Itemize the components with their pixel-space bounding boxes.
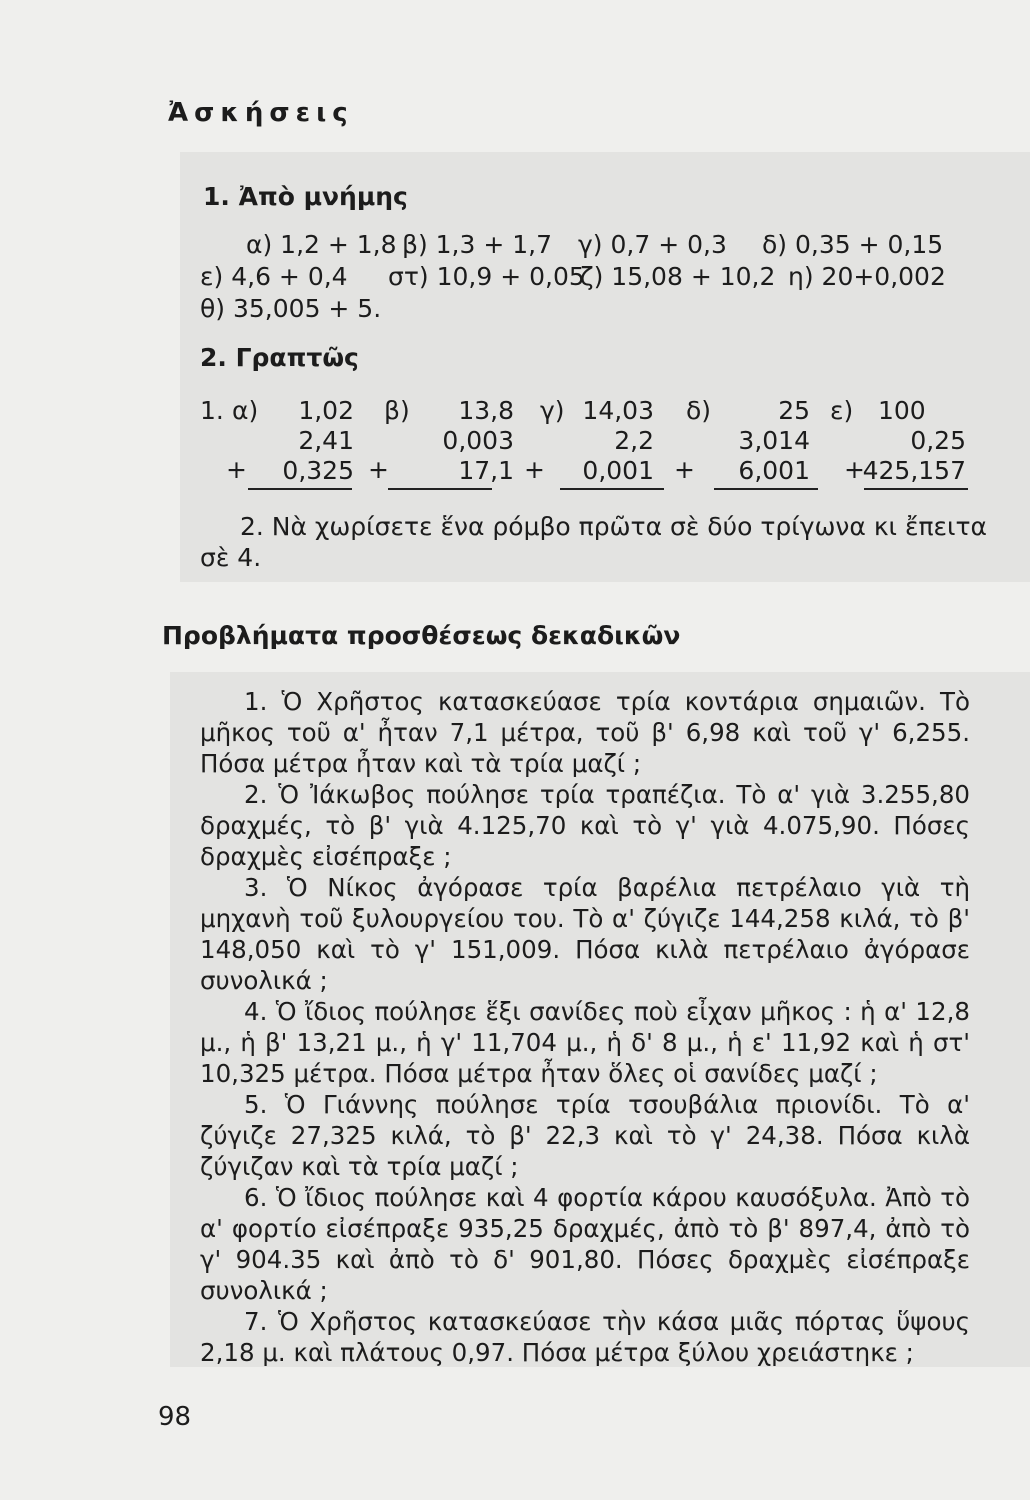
problems-heading: Προβλήματα προσθέσεως δεκαδικῶν [162,621,681,650]
plus-sign: + [844,455,865,484]
plus-sign: + [226,455,247,484]
page-number: 98 [158,1402,192,1432]
exercise-text: 2. Νὰ χωρίσετε ἕνα ρόμβο πρῶτα σὲ δύο τρίγωνα κι ἔπειτα [240,512,988,541]
addition-column [710,396,810,486]
addend: 3,014 [738,426,810,455]
problem-item: 5. Ὁ Γιάννης πούλησε τρία τσουβάλια πριονίδι. Τὸ α' ζύγιζε 27,325 κιλά, τὸ β' 22,3 καὶ τὸ γ' 24,38. Πόσα κιλὰ ζύγιζαν καὶ τὰ τρία μαζί ; [200,1090,970,1181]
problem-item: 4. Ὁ ἴδιος πούλησε ἕξι σανίδες ποὺ εἶχαν μῆκος : ἡ α' 12,8 μ., ἡ β' 13,21 μ., ἡ γ' 11,704 μ., ἡ δ' 8 μ., ἡ ε' 11,92 καὶ ἡ στ' 10,325 μέτρα. Πόσα μέτρα ἦταν ὅλες οἱ σανίδες μαζί ; [200,997,970,1088]
addend: 13,8 [458,396,514,425]
addend: 1,02 [298,396,354,425]
exercise-item: η) 20+0,002 [788,262,946,291]
addend: 14,03 [582,396,654,425]
column-letter: ε) [830,396,854,425]
column-letter: β) [384,396,410,425]
addend: 2,41 [298,426,354,455]
exercise-number: 1. [200,396,224,425]
addend: 0,325 [282,456,354,485]
problem-item: 1. Ὁ Χρῆστος κατασκεύασε τρία κοντάρια σημαιῶν. Τὸ μῆκος τοῦ α' ἦταν 7,1 μέτρα, τοῦ β' 6,98 καὶ τοῦ γ' 6,255. Πόσα μέτρα ἦταν καὶ τὰ τρία μαζί ; [200,687,970,778]
sum-line [560,488,664,490]
exercise-item: ζ) 15,08 + 10,2 [580,262,776,291]
addition-column [560,396,654,486]
column-letter: α) [232,396,259,425]
problem-item: 2. Ὁ Ἰάκωβος πούλησε τρία τραπέζια. Τὸ α' γιὰ 3.255,80 δραχμές, τὸ β' γιὰ 4.125,70 καὶ τὸ γ' γιὰ 4.075,90. Πόσες δραχμὲς εἰσέπραξε ; [200,780,970,871]
addend: 6,001 [738,456,810,485]
addend: 0,003 [442,426,514,455]
exercise-item: στ) 10,9 + 0,05 [388,262,585,291]
exercise-text: σὲ 4. [200,543,262,572]
section-heading-written: 2. Γραπτῶς [200,343,359,372]
plus-sign: + [524,455,545,484]
sum-line [248,488,352,490]
addition-column [266,396,354,486]
exercise-item: δ) 0,35 + 0,15 [762,230,944,259]
page-title: Ἀσκήσεις [168,98,354,128]
exercise-item: α) 1,2 + 1,8 [246,230,397,259]
addition-column [410,396,514,486]
sum-line [864,488,968,490]
column-letter: γ) [540,396,565,425]
sum-line [388,488,492,490]
problem-list [200,686,970,1368]
addend: 25 [778,396,810,425]
plus-sign: + [368,455,389,484]
column-letter: δ) [686,396,712,425]
problem-item: 6. Ὁ ἴδιος πούλησε καὶ 4 φορτία κάρου καυσόξυλα. Ἀπὸ τὸ α' φορτίο εἰσέπραξε 935,25 δραχμές, ἀπὸ τὸ β' 897,4, ἀπὸ τὸ γ' 904.35 καὶ ἀπὸ τὸ δ' 901,80. Πόσες δραχμὲς εἰσέπραξε συνολικά ; [200,1183,970,1305]
exercise-item: γ) 0,7 + 0,3 [578,230,727,259]
addition-column [856,396,966,486]
addend: 2,2 [614,426,654,455]
sum-line [714,488,818,490]
addend: 0,25 [910,426,966,455]
exercise-item: ε) 4,6 + 0,4 [200,262,348,291]
problem-item: 7. Ὁ Χρῆστος κατασκεύασε τὴν κάσα μιᾶς πόρτας ὕψους 2,18 μ. καὶ πλάτους 0,97. Πόσα μέτρα ξύλου χρειάστηκε ; [200,1307,970,1367]
addend: 0,001 [582,456,654,485]
problem-item: 3. Ὁ Νίκος ἀγόρασε τρία βαρέλια πετρέλαιο γιὰ τὴ μηχανὴ τοῦ ξυλουργείου του. Τὸ α' ζύγιζε 144,258 κιλά, τὸ β' 148,050 καὶ τὸ γ' 151,009. Πόσα κιλὰ πετρέλαιο ἀγόρασε συνολικά ; [200,873,970,995]
section-heading-from-memory: 1. Ἀπὸ μνήμης [203,182,408,211]
addend: 425,157 [862,456,966,485]
addend: 100 [878,396,926,425]
exercise-item: θ) 35,005 + 5. [200,294,382,323]
exercise-item: β) 1,3 + 1,7 [402,230,553,259]
addend: 17,1 [458,456,514,485]
plus-sign: + [674,455,695,484]
